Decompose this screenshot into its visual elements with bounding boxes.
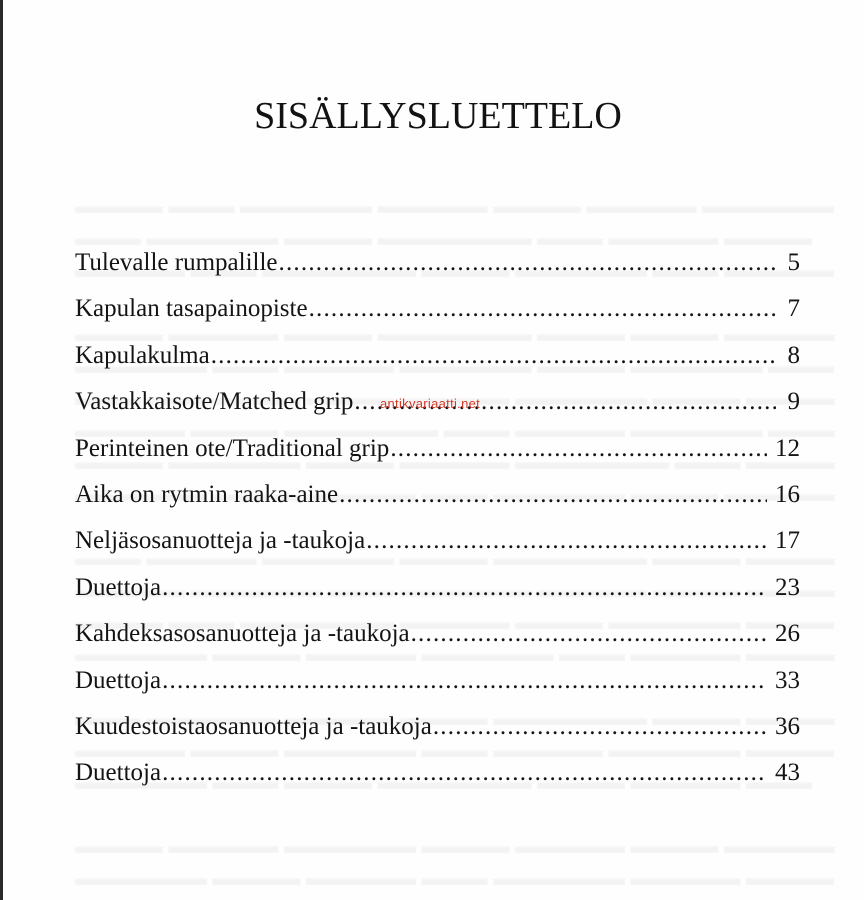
toc-entry-title: Kahdeksasosanuotteja ja -taukoja [75, 620, 410, 648]
toc-dot-leader [279, 245, 776, 281]
toc-entry [75, 477, 800, 523]
toc-entry-page-number: 9 [787, 388, 800, 416]
toc-entry-title: Duettoja [75, 666, 162, 694]
toc-entry-title: Duettoja [75, 759, 162, 787]
page-title: SISÄLLYSLUETTELO [254, 95, 622, 137]
toc-entry-title: Aika on rytmin raaka-aine [75, 480, 339, 508]
toc-entry-page-number: 43 [775, 759, 800, 787]
toc-entry [75, 663, 800, 709]
toc-entry-title: Duettoja [75, 573, 162, 601]
toc-entry [75, 755, 800, 801]
toc-dot-leader [339, 477, 767, 513]
toc-entry-page-number: 26 [775, 620, 800, 648]
toc-entry-page-number: 5 [787, 249, 800, 276]
toc-entry-title: Perinteinen ote/Traditional grip [75, 434, 390, 462]
toc-entry [75, 709, 800, 755]
toc-entry-page-number: 17 [775, 527, 800, 555]
toc-entry-title: Neljäsosanuotteja ja -taukoja [75, 527, 366, 555]
toc-dot-leader [162, 570, 767, 606]
toc-dot-leader [162, 663, 767, 699]
watermark: antikvariaatti.net [380, 396, 481, 411]
toc-entry-page-number: 12 [775, 434, 800, 462]
toc-entry-page-number: 8 [787, 341, 800, 369]
toc-dot-leader [309, 291, 776, 327]
toc-entry [75, 245, 800, 291]
table-of-contents [75, 245, 800, 802]
toc-entry [75, 523, 800, 569]
toc-entry-page-number: 33 [775, 666, 800, 694]
toc-entry [75, 338, 800, 384]
toc-entry-title: Vastakkaisote/Matched grip [75, 388, 354, 416]
toc-entry-page-number: 23 [775, 573, 800, 601]
toc-dot-leader [162, 755, 767, 791]
toc-dot-leader [433, 709, 767, 745]
toc-entry-title: Tulevalle rumpalille [75, 249, 278, 276]
toc-dot-leader [411, 616, 767, 652]
toc-entry-page-number: 36 [775, 712, 800, 740]
toc-dot-leader [366, 523, 767, 559]
toc-entry-title: Kapulakulma [75, 341, 210, 369]
toc-entry-page-number: 16 [775, 480, 800, 508]
toc-entry [75, 570, 800, 616]
page-edge [0, 0, 3, 900]
toc-entry [75, 616, 800, 662]
toc-entry-title: Kuudestoistaosanuotteja ja -taukoja [75, 712, 432, 740]
toc-entry-title: Kapulan tasapainopiste [75, 295, 308, 323]
toc-dot-leader [211, 338, 776, 374]
toc-entry-page-number: 7 [787, 295, 800, 323]
toc-dot-leader [390, 431, 767, 467]
toc-entry [75, 291, 800, 337]
toc-entry [75, 431, 800, 477]
